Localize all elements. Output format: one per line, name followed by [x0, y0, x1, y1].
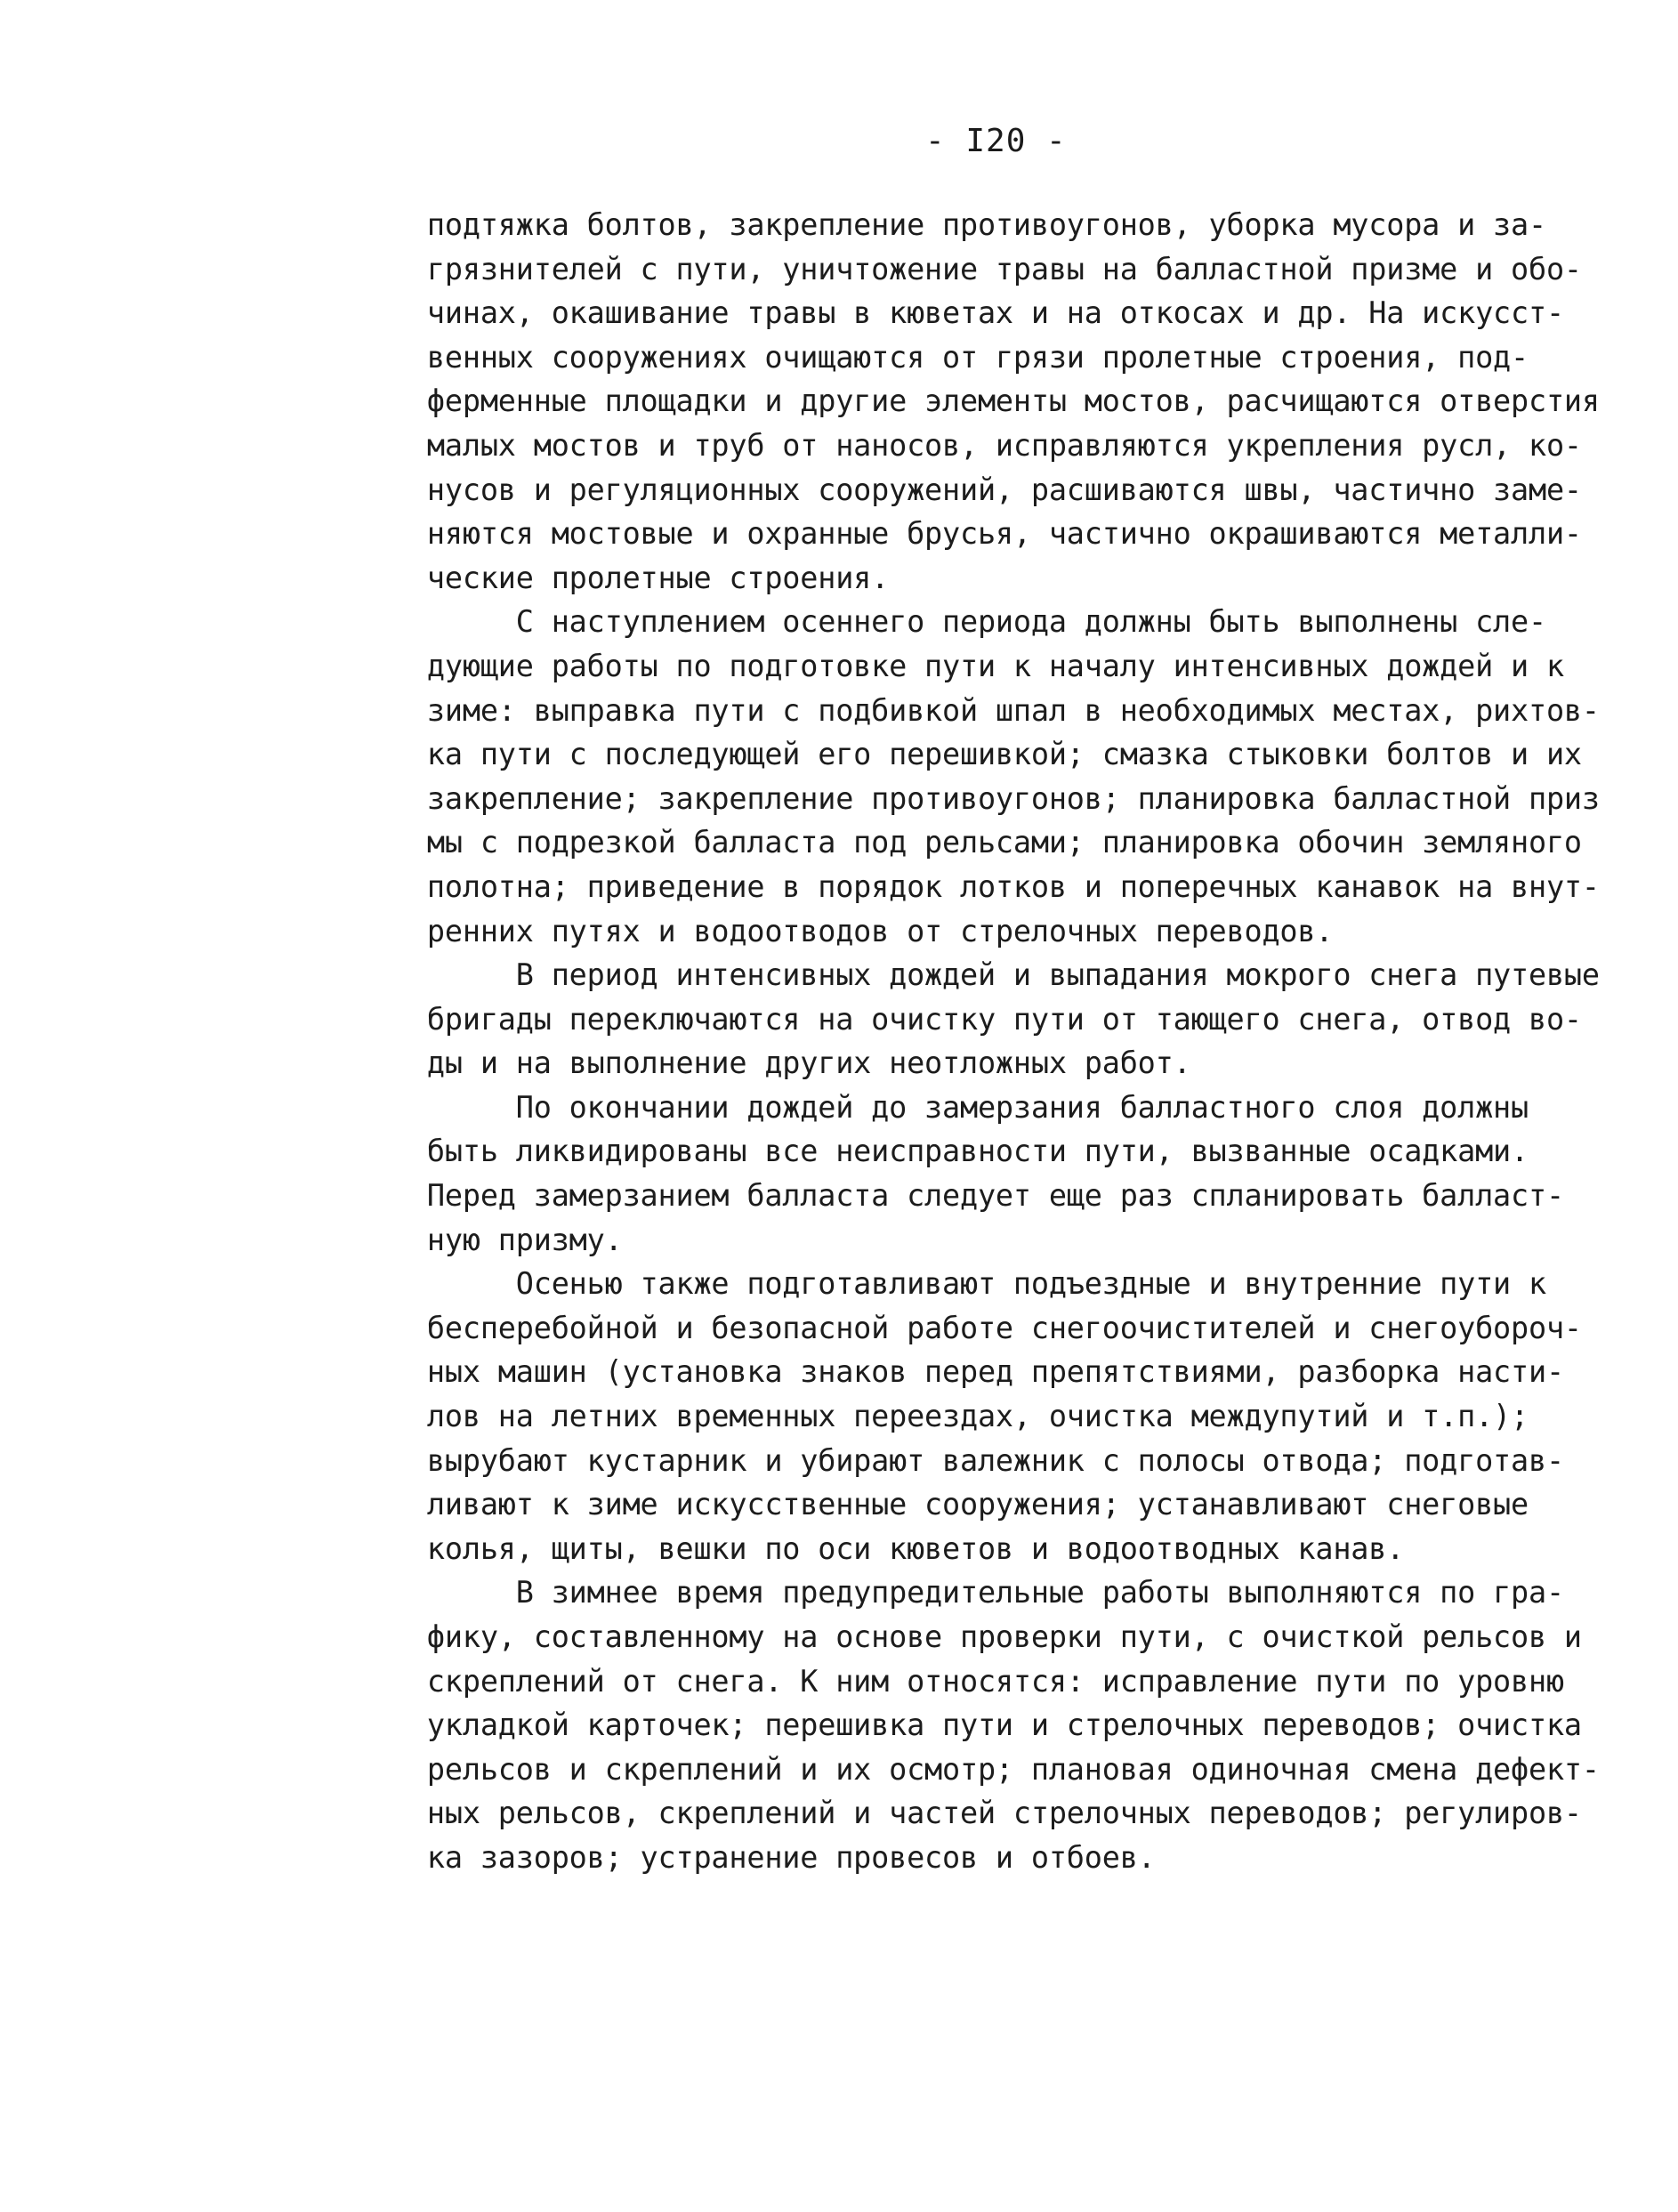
- text-line: няются мостовые и охранные брусья, частично окрашиваются металли-: [391, 516, 1582, 552]
- text-line: венных сооружениях очищаются от грязи пролетные строения, под-: [391, 339, 1529, 375]
- text-line: мы с подрезкой балласта под рельсами; планировка обочин земляного: [391, 825, 1582, 860]
- text-line: грязнителей с пути, уничтожение травы на балластной призме и обо-: [391, 251, 1582, 287]
- text-line: бригады переключаются на очистку пути от тающего снега, отвод во-: [391, 1001, 1582, 1037]
- text-line: скреплений от снега. К ним относятся: исправление пути по уровню: [391, 1663, 1564, 1699]
- text-line: С наступлением осеннего периода должны быть выполнены сле-: [391, 604, 1546, 640]
- text-line: укладкой карточек; перешивка пути и стрелочных переводов; очистка: [391, 1707, 1582, 1743]
- text-line: ных рельсов, скреплений и частей стрелочных переводов; регулиров-: [391, 1796, 1582, 1831]
- text-line: ка пути с последующей его перешивкой; смазка стыковки болтов и их: [391, 737, 1582, 772]
- text-line: быть ликвидированы все неисправности пути, вызванные осадками.: [391, 1134, 1529, 1169]
- text-line: ды и на выполнение других неотложных работ.: [391, 1045, 1191, 1081]
- text-line: фику, составленному на основе проверки пути, с очисткой рельсов и: [391, 1619, 1582, 1654]
- text-line: дующие работы по подготовке пути к началу интенсивных дождей и к: [391, 648, 1564, 683]
- text-line: колья, щиты, вешки по оси кюветов и водоотводных канав.: [391, 1530, 1405, 1566]
- text-line: малых мостов и труб от наносов, исправляются укрепления русл, ко-: [391, 427, 1582, 463]
- text-line: Перед замерзанием балласта следует еще раз спланировать балласт-: [391, 1178, 1564, 1214]
- text-line: чинах, окашивание травы в кюветах и на откосах и др. На искусст-: [391, 295, 1564, 331]
- text-line: ную призму.: [391, 1222, 623, 1257]
- text-line: лов на летних временных переездах, очистка междупутий и т.п.);: [391, 1399, 1529, 1434]
- page-number: - I20 -: [925, 123, 1067, 159]
- text-line: ческие пролетные строения.: [391, 560, 890, 595]
- text-line: нусов и регуляционных сооружений, расшиваются швы, частично заме-: [391, 472, 1582, 507]
- text-line: бесперебойной и безопасной работе снегоочистителей и снегоубороч-: [391, 1310, 1582, 1345]
- text-line: По окончании дождей до замерзания балластного слоя должны: [391, 1089, 1529, 1125]
- text-line: полотна; приведение в порядок лотков и поперечных канавок на внут-: [391, 868, 1600, 904]
- text-line: В период интенсивных дождей и выпадания мокрого снега путевые: [391, 957, 1600, 993]
- text-line: вырубают кустарник и убирают валежник с полосы отвода; подготав-: [391, 1442, 1564, 1478]
- text-line: рельсов и скреплений и их осмотр; плановая одиночная смена дефект-: [391, 1751, 1600, 1787]
- text-line: ливают к зиме искусственные сооружения; устанавливают снеговые: [391, 1487, 1529, 1522]
- text-line: В зимнее время предупредительные работы выполняются по гра-: [391, 1575, 1564, 1611]
- text-line: ных машин (установка знаков перед препятствиями, разборка насти-: [391, 1354, 1564, 1390]
- text-line: зиме: выправка пути с подбивкой шпал в необходимых местах, рихтов-: [391, 692, 1600, 728]
- text-line: ренних путях и водоотводов от стрелочных переводов.: [391, 913, 1334, 949]
- text-line: подтяжка болтов, закрепление противоугонов, уборка мусора и за-: [391, 207, 1546, 242]
- body-text: [391, 203, 1601, 1880]
- text-line: Осенью также подготавливают подъездные и внутренние пути к: [391, 1266, 1546, 1302]
- text-line: ка зазоров; устранение провесов и отбоев.: [391, 1839, 1156, 1875]
- text-line: ферменные площадки и другие элементы мостов, расчищаются отверстия: [391, 383, 1600, 419]
- text-line: закрепление; закрепление противоугонов; планировка балластной приз: [391, 780, 1600, 816]
